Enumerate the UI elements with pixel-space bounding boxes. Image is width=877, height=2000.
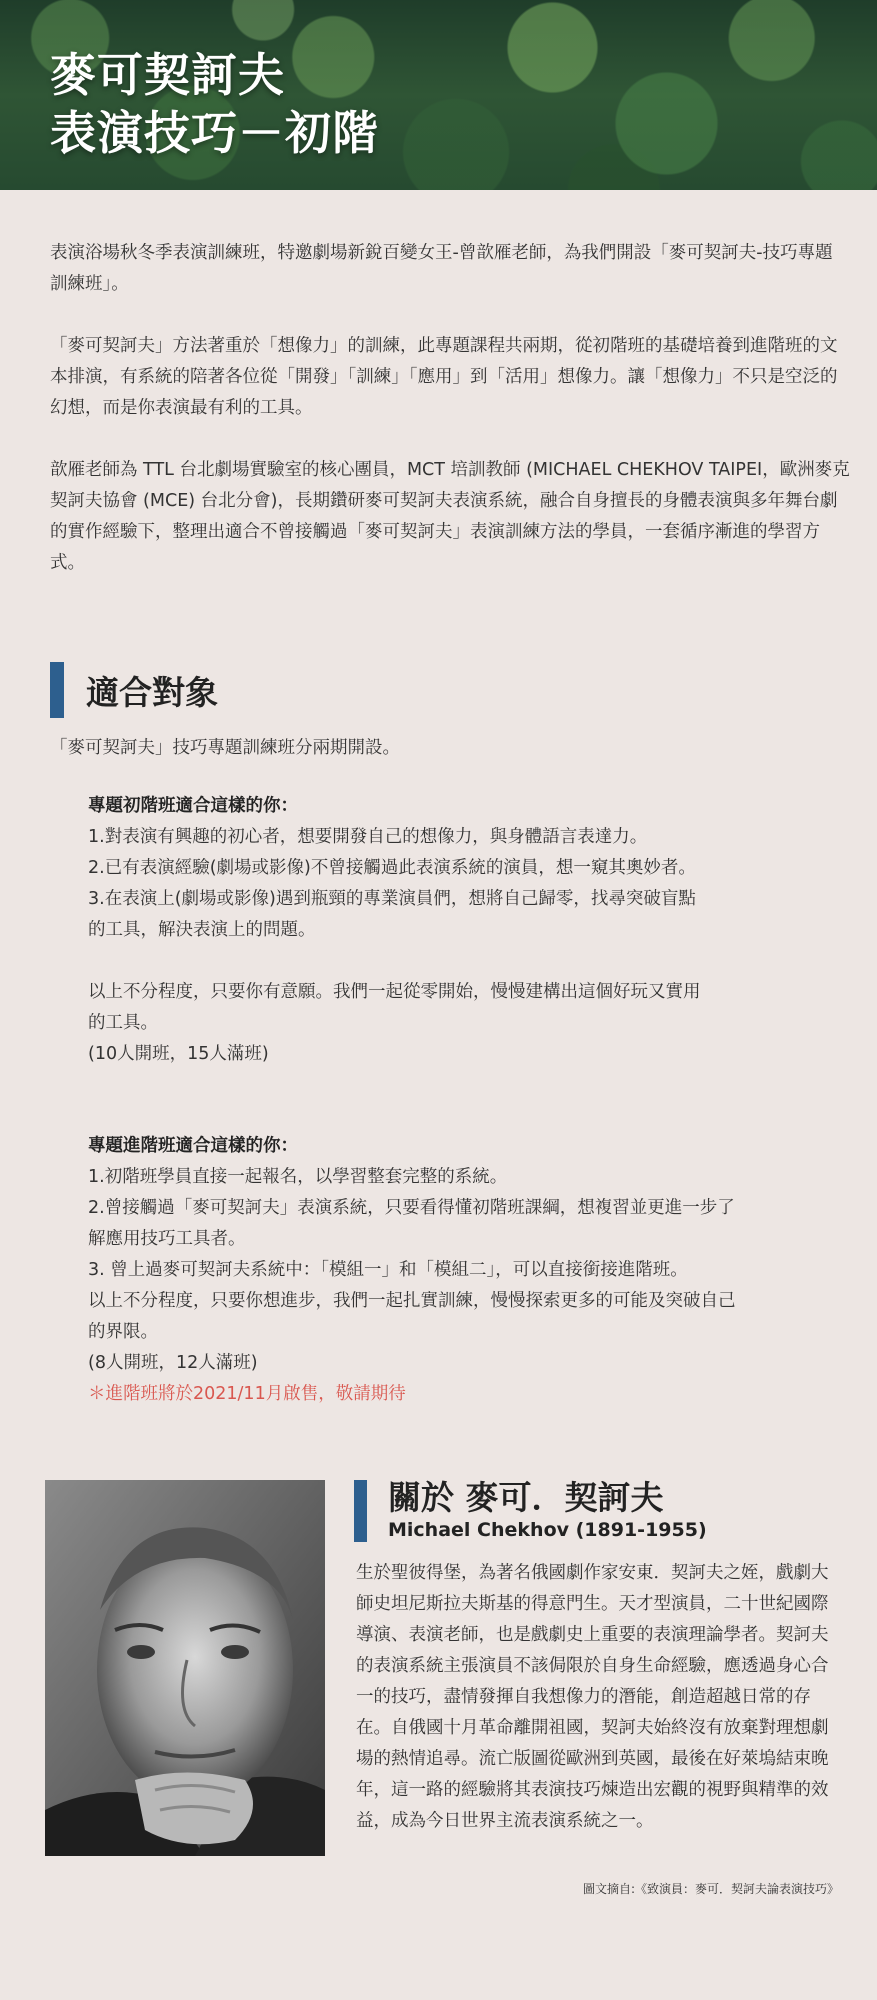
intro-paragraph-2: 「麥可契訶夫」方法著重於「想像力」的訓練，此專題課程共兩期，從初階班的基礎培養到進階班的文本排演，有系統的陪著各位從「開發」「訓練」「應用」到「活用」想像力。讓「想像力」不只是空泛的幻想，而是你表演最有利的工具。 (50, 336, 838, 418)
advanced-class-group (88, 1131, 828, 1410)
about-header (354, 1478, 707, 1540)
accent-bar (354, 1480, 367, 1542)
target-audience-header (50, 662, 218, 718)
advanced-note: 以上不分程度，只要你想進步，我們一起扎實訓練，慢慢探索更多的可能及突破自己 (88, 1291, 736, 1311)
portrait-illustration (45, 1480, 325, 1856)
beginner-heading: 專題初階班適合這樣的你： (88, 796, 298, 816)
about-subtitle: Michael Chekhov (1891-1955) (388, 1519, 707, 1541)
advanced-capacity: (8人開班，12人滿班) (88, 1353, 258, 1373)
advanced-sale-notice: ＊進階班將於2021/11月啟售，敬請期待 (88, 1384, 406, 1404)
accent-bar (50, 662, 64, 718)
intro-paragraph-1: 表演浴場秋冬季表演訓練班，特邀劇場新銳百變女王-曾歆雁老師，為我們開設「麥可契訶夫-技巧專題訓練班」。 (50, 243, 833, 294)
list-item-continued: 解應用技巧工具者。 (88, 1229, 246, 1249)
advanced-heading: 專題進階班適合這樣的你： (88, 1136, 298, 1156)
list-item: 1.對表演有興趣的初心者，想要開發自己的想像力，與身體語言表達力。 (88, 827, 648, 847)
about-title: 關於 麥可．契訶夫 (388, 1478, 664, 1517)
hero-title-line2: 表演技巧－初階 (50, 106, 379, 160)
section-title: 適合對象 (86, 672, 218, 712)
beginner-note-continued: 的工具。 (88, 1013, 158, 1033)
intro-section (50, 238, 850, 610)
list-item: 3. 曾上過麥可契訶夫系統中：「模組一」和「模組二」，可以直接銜接進階班。 (88, 1260, 688, 1280)
list-item: 2.曾接觸過「麥可契訶夫」表演系統，只要看得懂初階班課綱，想複習並更進一步了 (88, 1198, 735, 1218)
intro-paragraph-3: 歆雁老師為 TTL 台北劇場實驗室的核心團員，MCT 培訓教師 (MICHAEL CHEKHOV TAIPEI，歐洲麥克契訶夫協會 (MCE) 台北分會)，長期鑽研麥可契訶夫表演系統，融合自身擅長的身體表演與多年舞台劇的實作經驗下，整理出適合不曾接觸過「麥可契訶夫」表演訓練方法的學員，一套循序漸進的學習方式。 (50, 460, 850, 573)
list-item: 2.已有表演經驗(劇場或影像)不曾接觸過此表演系統的演員，想一窺其奧妙者。 (88, 858, 696, 878)
list-item: 1.初階班學員直接一起報名，以學習整套完整的系統。 (88, 1167, 508, 1187)
hero-title-line1: 麥可契訶夫 (50, 48, 285, 102)
image-caption: 圖文摘自:《致演員：麥可．契訶夫論表演技巧》 (582, 1882, 839, 1896)
beginner-class-group (88, 791, 828, 1070)
advanced-note-continued: 的界限。 (88, 1322, 158, 1342)
portrait-photo (45, 1480, 325, 1856)
section-intro: 「麥可契訶夫」技巧專題訓練班分兩期開設。 (50, 738, 400, 758)
beginner-note: 以上不分程度，只要你有意願。我們一起從零開始，慢慢建構出這個好玩又實用 (88, 982, 701, 1002)
about-body: 生於聖彼得堡，為著名俄國劇作家安東．契訶夫之姪，戲劇大師史坦尼斯拉夫斯基的得意門生。天才型演員，二十世紀國際導演、表演老師，也是戲劇史上重要的表演理論學者。契訶夫的表演系統主張演員不該侷限於自身生命經驗，應透過身心合一的技巧，盡情發揮自我想像力的潛能，創造超越日常的存在。自俄國十月革命離開祖國，契訶夫始終沒有放棄對理想劇場的熱情追尋。流亡版圖從歐洲到英國，最後在好萊塢結束晚年，這一路的經驗將其表演技巧煉造出宏觀的視野與精準的效益，成為今日世界主流表演系統之一。 (356, 1563, 829, 1831)
hero-banner (0, 0, 877, 190)
beginner-capacity: (10人開班，15人滿班) (88, 1044, 269, 1064)
hero-title (50, 46, 379, 162)
list-item-continued: 的工具，解決表演上的問題。 (88, 920, 316, 940)
list-item: 3.在表演上(劇場或影像)遇到瓶頸的專業演員們，想將自己歸零，找尋突破盲點 (88, 889, 696, 909)
